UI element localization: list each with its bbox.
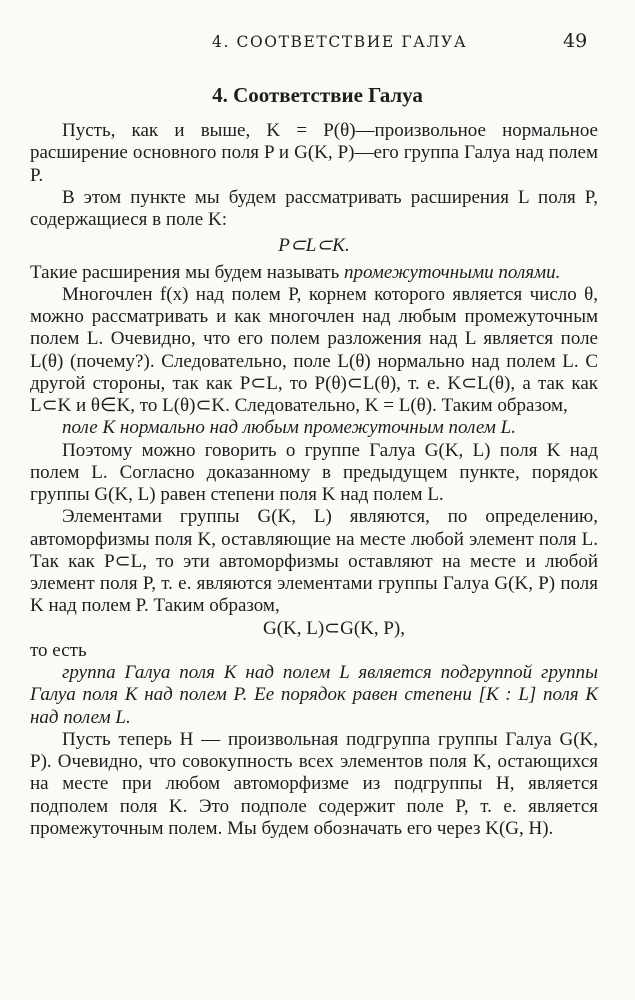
page-number: 49 bbox=[563, 30, 588, 52]
term-intermediate-fields: промежуточными полями. bbox=[343, 261, 561, 283]
section-heading: 4. Соответствие Галуа bbox=[212, 83, 423, 107]
formula-inclusion: P⊂L⊂K. bbox=[278, 235, 350, 257]
paragraph-8: Пусть теперь H — произвольная подгруппа группы Галуа G(K, P). Очевидно, что совокупность всех элементов поля K, остающихся на месте при любом автоморфизме из подгруппы H, является подполем поля K. Это подполе содержит поле P, т. е. является промежуточным полем. Мы будем обозначать его через K(G, H). bbox=[30, 728, 598, 839]
paragraph-4: Многочлен f(x) над полем P, корнем которого является число θ, можно рассматривать и как многочлен над любым промежуточным полем L. Очевидно, что его полем разложения над L является поле L(θ) (почему?). Следовательно, поле L(θ) нормально над полем L. С другой стороны, так как P⊂L, то P(θ)⊂L(θ), т. е. K⊂L(θ), а так как L⊂K и θ∈K, то L(θ)⊂K. Следовательно, K = L(θ). Таким образом, bbox=[30, 283, 598, 416]
running-head bbox=[0, 30, 635, 56]
running-title: 4. СООТВЕТСТВИЕ ГАЛУА bbox=[212, 33, 468, 51]
body-text bbox=[30, 120, 598, 840]
paragraph-7: то есть bbox=[30, 639, 87, 661]
theorem-subgroup: группа Галуа поля K над полем L является подгруппой группы Галуа поля K над полем P. Ее порядок равен степени [K : L] поля K над полем L. bbox=[30, 662, 598, 728]
paragraph-2: В этом пункте мы будем рассматривать расширения L поля P, содержащиеся в поле K: bbox=[30, 186, 598, 230]
theorem-normality: поле K нормально над любым промежуточным полем L. bbox=[62, 417, 516, 439]
formula-group-inclusion: G(K, L)⊂G(K, P), bbox=[262, 617, 406, 639]
paragraph-5: Поэтому можно говорить о группе Галуа G(K, L) поля K над полем L. Согласно доказанному в предыдущем пункте, порядок группы G(K, L) равен степени поля K над полем L. bbox=[30, 439, 598, 505]
paragraph-6: Элементами группы G(K, L) являются, по определению, автоморфизмы поля K, оставляющие на месте любой элемент поля L. Так как P⊂L, то эти автоморфизмы оставляют на месте и любой элемент поля P, т. е. являются элементами группы Галуа G(K, P) поля K над полем P. Таким образом, bbox=[30, 506, 598, 617]
paragraph-3-text: Такие расширения мы будем называть bbox=[30, 261, 340, 283]
paragraph-3 bbox=[30, 262, 598, 284]
paragraph-1: Пусть, как и выше, K = P(θ)—произвольное нормальное расширение основного поля P и G(K, P)—его группа Галуа над полем P. bbox=[30, 120, 598, 186]
